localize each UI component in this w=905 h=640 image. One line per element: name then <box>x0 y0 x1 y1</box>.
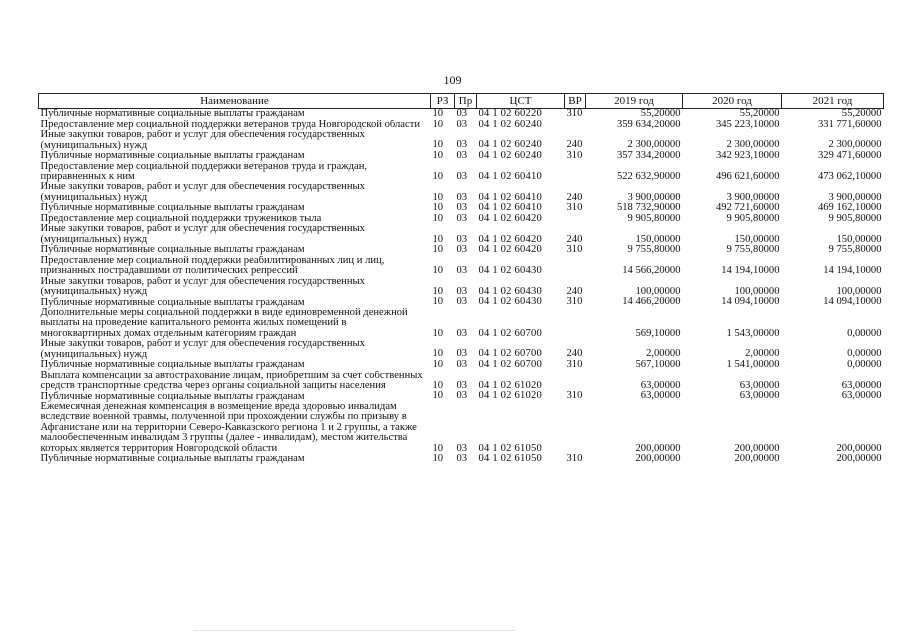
header-2020: 2020 год <box>683 94 782 109</box>
cell-rz: 10 <box>432 454 444 465</box>
table-row <box>39 402 884 454</box>
cell-cst: 04 1 02 60220 <box>478 108 543 119</box>
cell-y2021: 200,00000 <box>836 442 882 454</box>
cell-y2021: 55,20000 <box>841 108 882 119</box>
cell-cst: 04 1 02 60410 <box>478 203 543 214</box>
cell-name: Публичные нормативные социальные выплаты гражданам <box>40 245 305 256</box>
cell-name: Иные закупки товаров, работ и услуг для обеспечения государственных (муниципальных) нужд <box>40 130 365 151</box>
table-row <box>39 130 884 151</box>
cell-vr: 240 <box>566 348 583 360</box>
cell-cst: 04 1 02 60410 <box>478 191 543 203</box>
cell-vr: 310 <box>566 360 583 371</box>
cell-cst: 04 1 02 61050 <box>478 454 543 465</box>
table-row <box>39 245 884 256</box>
header-rz: РЗ <box>431 94 455 109</box>
cell-pr: 03 <box>456 442 468 454</box>
cell-y2020: 1 543,00000 <box>726 327 780 339</box>
cell-name: Предоставление мер социальной поддержки реабилитированных лиц и лиц, признанных пострадавшими от политических репрессий <box>40 255 385 277</box>
cell-pr: 03 <box>456 348 468 360</box>
cell-vr: 240 <box>566 139 583 151</box>
cell-y2021: 0,00000 <box>847 348 882 360</box>
cell-name: Иные закупки товаров, работ и услуг для обеспечения государственных (муниципальных) нужд <box>40 339 365 360</box>
cell-y2020: 14 094,10000 <box>721 297 780 308</box>
cell-cst: 04 1 02 60420 <box>478 213 543 224</box>
cell-y2019: 569,10000 <box>635 327 681 339</box>
cell-rz: 10 <box>432 245 444 256</box>
cell-y2020: 200,00000 <box>734 454 780 465</box>
cell-vr <box>565 162 586 183</box>
cell-y2021: 0,00000 <box>847 327 882 339</box>
cell-rz: 10 <box>432 170 444 182</box>
cell-cst: 04 1 02 60430 <box>478 297 543 308</box>
table-header-row <box>39 94 884 109</box>
cell-y2020: 14 194,10000 <box>721 265 780 277</box>
cell-rz: 10 <box>432 108 444 119</box>
table-row <box>39 109 884 120</box>
cell-rz: 10 <box>432 213 444 224</box>
cell-pr: 03 <box>456 327 468 339</box>
cell-y2019: 63,00000 <box>640 379 681 391</box>
cell-vr <box>565 256 586 277</box>
cell-cst: 04 1 02 61050 <box>478 442 543 454</box>
cell-rz: 10 <box>432 151 444 161</box>
cell-y2021: 473 062,10000 <box>817 170 882 182</box>
cell-y2019: 2,00000 <box>646 348 681 360</box>
cell-pr: 03 <box>456 119 468 130</box>
header-pr: Пр <box>455 94 477 109</box>
cell-vr <box>565 371 586 392</box>
header-vr: ВР <box>565 94 586 109</box>
table-row <box>39 391 884 402</box>
cell-pr: 03 <box>456 245 468 256</box>
cell-pr: 03 <box>456 108 468 119</box>
cell-name: Предоставление мер социальной поддержки тружеников тыла <box>40 213 322 224</box>
cell-name: Публичные нормативные социальные выплаты гражданам <box>40 391 305 402</box>
header-2019: 2019 год <box>586 94 683 109</box>
page-number: 109 <box>443 73 462 87</box>
cell-y2019: 100,00000 <box>635 285 681 297</box>
cell-rz: 10 <box>432 203 444 214</box>
cell-vr: 310 <box>566 245 583 256</box>
cell-rz: 10 <box>432 379 444 391</box>
cell-cst: 04 1 02 60240 <box>478 119 543 130</box>
cell-y2019: 14 466,20000 <box>622 297 681 308</box>
cell-name: Публичные нормативные социальные выплаты гражданам <box>40 108 305 120</box>
cell-y2021: 469 162,10000 <box>817 203 882 214</box>
cell-name: Иные закупки товаров, работ и услуг для обеспечения государственных (муниципальных) нужд <box>40 276 365 298</box>
table-row <box>39 360 884 371</box>
table-row <box>39 182 884 203</box>
cell-vr <box>565 214 586 225</box>
cell-y2020: 9 755,80000 <box>726 245 780 256</box>
cell-y2019: 63,00000 <box>640 391 681 402</box>
table-row <box>39 203 884 214</box>
cell-rz: 10 <box>432 191 444 203</box>
cell-cst: 04 1 02 61020 <box>478 379 543 391</box>
cell-y2020: 492 721,60000 <box>715 203 780 214</box>
cell-y2020: 2 300,00000 <box>726 139 780 151</box>
cell-y2019: 200,00000 <box>635 442 681 454</box>
cell-y2020: 55,20000 <box>739 108 780 119</box>
cell-y2021: 2 300,00000 <box>828 139 882 151</box>
cell-y2021: 329 471,60000 <box>817 151 882 161</box>
table-row <box>39 256 884 277</box>
cell-vr: 310 <box>566 454 583 465</box>
cell-cst: 04 1 02 60700 <box>478 327 543 339</box>
cell-vr <box>565 120 586 131</box>
table-row <box>39 214 884 225</box>
cell-name: Публичные нормативные социальные выплаты гражданам <box>40 203 305 214</box>
cell-y2020: 100,00000 <box>734 285 780 297</box>
cell-y2019: 522 632,90000 <box>616 170 681 182</box>
cell-vr <box>565 402 586 454</box>
cell-rz: 10 <box>432 360 444 371</box>
cell-y2020: 496 621,60000 <box>715 170 780 182</box>
cell-y2020: 150,00000 <box>734 233 780 245</box>
cell-name: Публичные нормативные социальные выплаты гражданам <box>40 151 305 162</box>
cell-rz: 10 <box>432 139 444 151</box>
cell-pr: 03 <box>456 151 468 161</box>
cell-name: Публичные нормативные социальные выплаты гражданам <box>40 454 305 465</box>
cell-y2021: 3 900,00000 <box>828 191 882 203</box>
cell-y2019: 3 900,00000 <box>627 191 681 203</box>
cell-y2020: 2,00000 <box>745 348 780 360</box>
cell-pr: 03 <box>456 213 468 224</box>
cell-pr: 03 <box>456 391 468 402</box>
cell-pr: 03 <box>456 139 468 151</box>
table-row <box>39 297 884 308</box>
header-cst: ЦСТ <box>477 94 565 109</box>
cell-y2019: 14 566,20000 <box>622 265 681 277</box>
cell-y2019: 9 755,80000 <box>627 245 681 256</box>
cell-pr: 03 <box>456 285 468 297</box>
cell-y2020: 1 541,00000 <box>726 360 780 371</box>
cell-pr: 03 <box>456 265 468 277</box>
cell-y2021: 331 771,60000 <box>817 119 882 130</box>
cell-pr: 03 <box>456 297 468 308</box>
cell-y2020: 63,00000 <box>739 391 780 402</box>
cell-cst: 04 1 02 60410 <box>478 170 543 182</box>
cell-name: Дополнительные меры социальной поддержки в виде единовременной денежной выплаты на проведение капитального ремонта жилых помещений в многоквартирных домах отдельным категориям граждан <box>40 308 408 339</box>
cell-vr <box>565 308 586 339</box>
cell-cst: 04 1 02 60430 <box>478 285 543 297</box>
cell-y2020: 345 223,10000 <box>715 119 780 130</box>
cell-y2021: 63,00000 <box>841 391 882 402</box>
cell-y2019: 357 334,20000 <box>616 151 681 161</box>
cell-y2021: 14 094,10000 <box>823 297 882 308</box>
cell-cst: 04 1 02 60240 <box>478 151 543 161</box>
table-body <box>39 109 884 465</box>
cell-vr: 240 <box>566 233 583 245</box>
cell-rz: 10 <box>432 348 444 360</box>
table-row <box>39 308 884 339</box>
cell-name: Предоставление мер социальной поддержки ветеранов труда и граждан, приравненных к ним <box>40 161 368 182</box>
cell-pr: 03 <box>456 454 468 465</box>
cell-name: Иные закупки товаров, работ и услуг для обеспечения государственных (муниципальных) нужд <box>40 224 365 245</box>
cell-rz: 10 <box>432 442 444 454</box>
cell-vr: 310 <box>566 108 583 119</box>
cell-pr: 03 <box>456 203 468 214</box>
cell-cst: 04 1 02 60420 <box>478 233 543 245</box>
table-row <box>39 339 884 360</box>
cell-vr: 310 <box>566 297 583 308</box>
budget-table <box>38 93 884 465</box>
cell-y2020: 9 905,80000 <box>726 213 780 224</box>
cell-y2019: 150,00000 <box>635 233 681 245</box>
cell-rz: 10 <box>432 119 444 130</box>
cell-y2019: 55,20000 <box>640 108 681 119</box>
cell-y2019: 518 732,90000 <box>616 203 681 214</box>
cell-y2021: 9 905,80000 <box>828 213 882 224</box>
cell-cst: 04 1 02 60240 <box>478 139 543 151</box>
cell-pr: 03 <box>456 379 468 391</box>
cell-rz: 10 <box>432 391 444 402</box>
cell-y2021: 63,00000 <box>841 379 882 391</box>
cell-name: Предоставление мер социальной поддержки ветеранов труда Новгородской области <box>40 119 420 130</box>
cell-y2020: 342 923,10000 <box>715 151 780 161</box>
cell-name: Выплата компенсации за автострахование лицам, приобретшим за счет собственных средств транспортные средства через органы социальной защиты населения <box>40 370 423 392</box>
cell-y2021: 9 755,80000 <box>828 245 882 256</box>
table-row <box>39 151 884 162</box>
cell-rz: 10 <box>432 233 444 245</box>
cell-y2020: 3 900,00000 <box>726 191 780 203</box>
cell-name: Публичные нормативные социальные выплаты гражданам <box>40 360 305 371</box>
cell-y2020: 200,00000 <box>734 442 780 454</box>
table-row <box>39 162 884 183</box>
cell-y2021: 100,00000 <box>836 285 882 297</box>
cell-y2019: 9 905,80000 <box>627 213 681 224</box>
cell-y2021: 0,00000 <box>847 360 882 371</box>
cell-y2021: 150,00000 <box>836 233 882 245</box>
cell-y2021: 14 194,10000 <box>823 265 882 277</box>
table-row <box>39 277 884 298</box>
cell-rz: 10 <box>432 285 444 297</box>
table-row <box>39 224 884 245</box>
cell-y2020: 63,00000 <box>739 379 780 391</box>
scan-artifact-line <box>195 630 515 633</box>
cell-rz: 10 <box>432 265 444 277</box>
cell-cst: 04 1 02 60420 <box>478 245 543 256</box>
cell-y2019: 567,10000 <box>635 360 681 371</box>
cell-rz: 10 <box>432 297 444 308</box>
cell-vr: 310 <box>566 391 583 402</box>
cell-pr: 03 <box>456 191 468 203</box>
cell-pr: 03 <box>456 170 468 182</box>
cell-cst: 04 1 02 60430 <box>478 265 543 277</box>
cell-vr: 240 <box>566 191 583 203</box>
header-name: Наименование <box>39 94 431 109</box>
cell-cst: 04 1 02 61020 <box>478 391 543 402</box>
cell-name: Публичные нормативные социальные выплаты гражданам <box>40 297 305 308</box>
cell-cst: 04 1 02 60700 <box>478 360 543 371</box>
cell-vr: 310 <box>566 151 583 161</box>
table-row <box>39 120 884 131</box>
table-row <box>39 454 884 465</box>
cell-name: Ежемесячная денежная компенсация в возмещение вреда здоровью инвалидам вследствие военной травмы, полученной при прохождении службы по призыву в Афганистане или на территории Северо-Кавказского региона 1 и 2 группы, а также малообеспеченным инвалидам 3 группы (далее - инвалидам), местом жительства которых является территория Новгородской области <box>40 402 417 454</box>
cell-y2019: 2 300,00000 <box>627 139 681 151</box>
cell-rz: 10 <box>432 327 444 339</box>
table-row <box>39 371 884 392</box>
cell-pr: 03 <box>456 233 468 245</box>
cell-y2019: 359 634,20000 <box>616 119 681 130</box>
cell-vr: 240 <box>566 285 583 297</box>
cell-name: Иные закупки товаров, работ и услуг для обеспечения государственных (муниципальных) нужд <box>40 182 365 203</box>
cell-y2019: 200,00000 <box>635 454 681 465</box>
cell-vr: 310 <box>566 203 583 214</box>
cell-y2021: 200,00000 <box>836 454 882 465</box>
cell-cst: 04 1 02 60700 <box>478 348 543 360</box>
header-2021: 2021 год <box>782 94 884 109</box>
cell-pr: 03 <box>456 360 468 371</box>
